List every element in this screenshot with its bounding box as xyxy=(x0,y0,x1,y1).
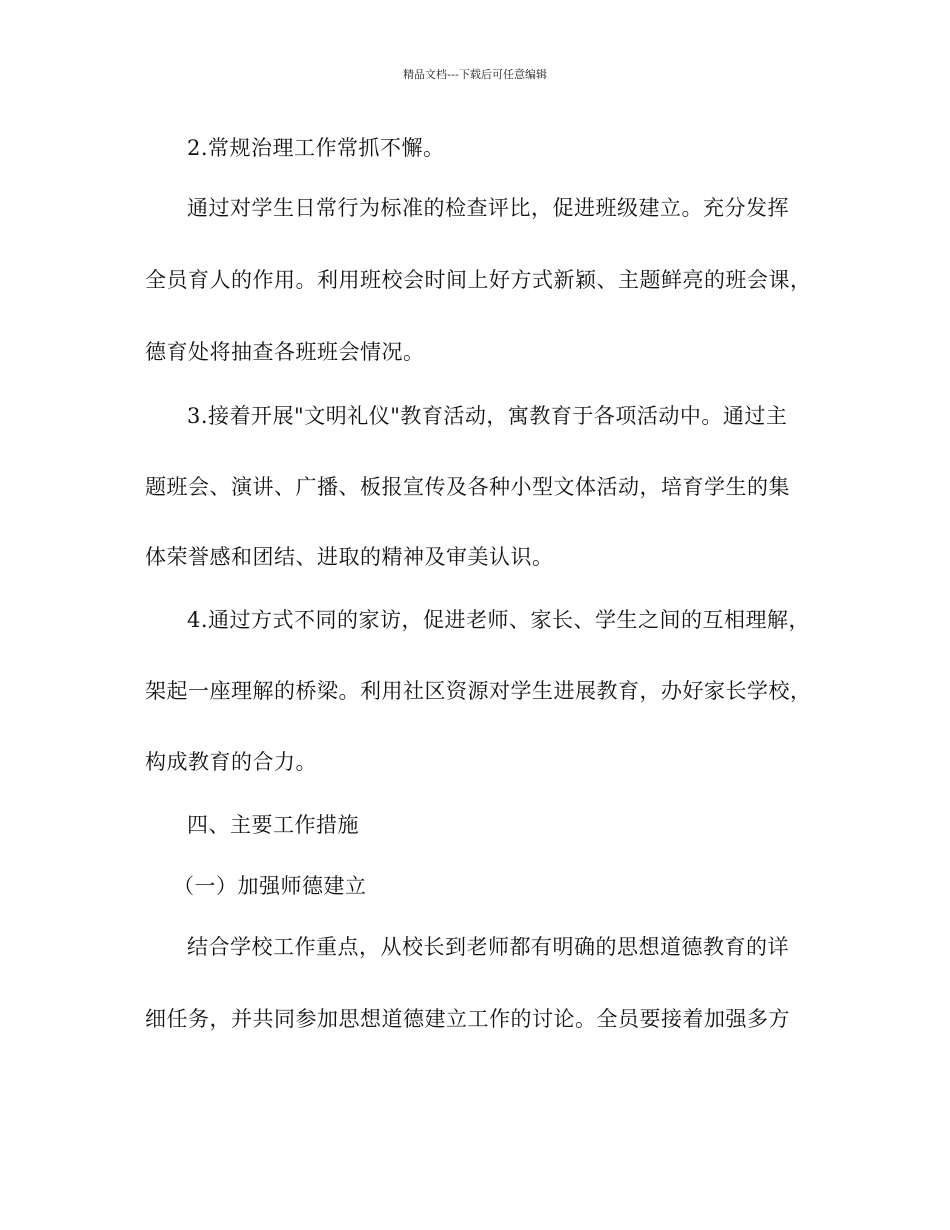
paragraph-line: 3.接着开展"文明礼仪"教育活动，寓教育于各项活动中。通过主 xyxy=(187,404,788,428)
paragraph-line: 全员育人的作用。利用班校会时间上好方式新颖、主题鲜亮的班会课， xyxy=(145,268,812,292)
paragraph-line: 细任务，并共同参加思想道德建立工作的讨论。全员要接着加强多方 xyxy=(145,1007,790,1031)
page-header: 精品文档---下载后可任意编辑 xyxy=(403,68,547,81)
paragraph-line: 德育处将抽查各班班会情况。 xyxy=(145,340,425,364)
paragraph-line: 构成教育的合力。 xyxy=(145,750,317,774)
paragraph-line: 通过对学生日常行为标准的检查评比，促进班级建立。充分发挥 xyxy=(187,196,789,220)
paragraph-line: 2.常规治理工作常抓不懈。 xyxy=(187,136,445,160)
paragraph-line: 架起一座理解的桥梁。利用社区资源对学生进展教育，办好家长学校， xyxy=(145,679,812,703)
section-heading: 四、主要工作措施 xyxy=(187,813,359,837)
subsection-heading: （一）加强师德建立 xyxy=(173,874,367,898)
paragraph-line: 体荣誉感和团结、进取的精神及审美认识。 xyxy=(145,545,554,569)
paragraph-line: 题班会、演讲、广播、板报宣传及各种小型文体活动，培育学生的集 xyxy=(145,475,790,499)
paragraph-line: 4.通过方式不同的家访，促进老师、家长、学生之间的互相理解， xyxy=(187,608,811,632)
paragraph-line: 结合学校工作重点，从校长到老师都有明确的思想道德教育的详 xyxy=(187,935,789,959)
